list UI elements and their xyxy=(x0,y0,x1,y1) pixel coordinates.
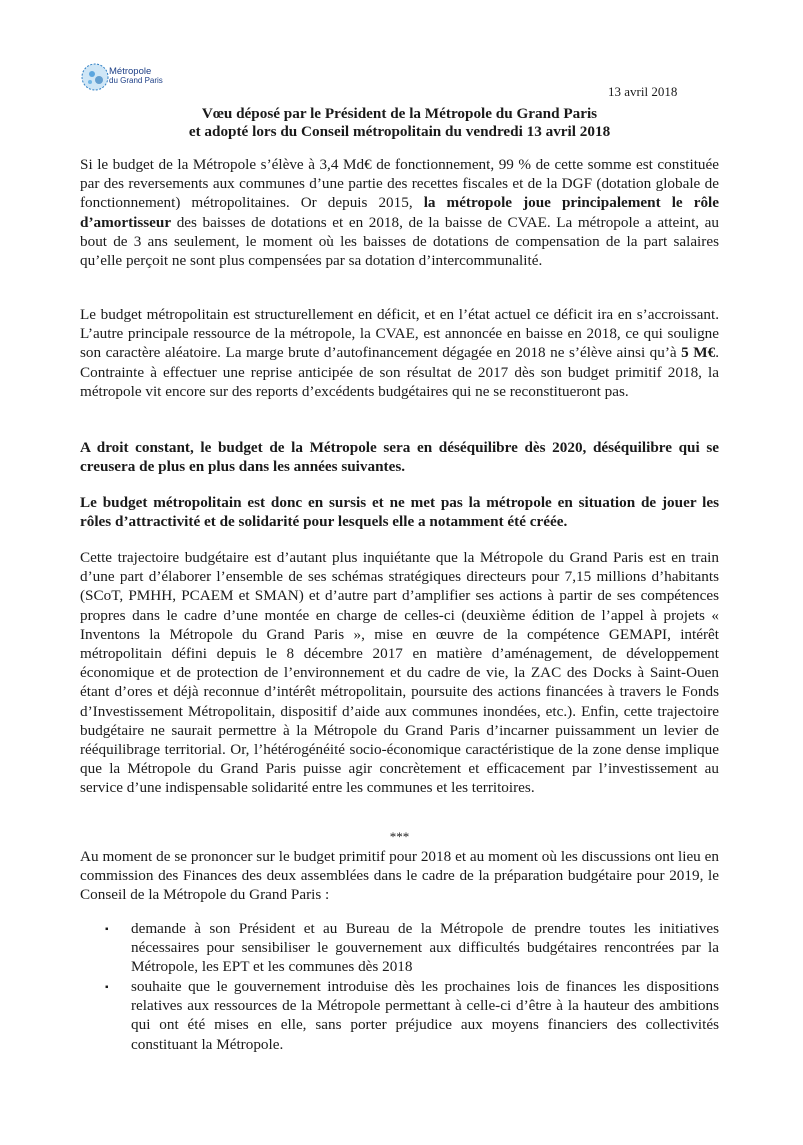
bullet-marker: ▪ xyxy=(105,924,109,935)
metropole-logo xyxy=(80,60,190,94)
title-line-2: et adopté lors du Conseil métropolitain du vendredi 13 avril 2018 xyxy=(188,123,611,140)
bullet-item-2: souhaite que le gouvernement introduise dès les prochaines lois de finances les dispositions relatives aux ressources de la Métropole permettant à celle-ci d’être à la hauteur des ambitions qui ont été mises en elle, sans porter préjudice aux moyens financiers des collectivités constituant la Métropole. xyxy=(131,978,719,1053)
p2-bold-amount: 5 M€ xyxy=(681,344,716,362)
document-date: 13 avril 2018 xyxy=(608,84,678,99)
p1-bold: la métropole joue principalement le rôle d’amortisseur xyxy=(80,194,719,231)
paragraph-6: Au moment de se prononcer sur le budget primitif pour 2018 et au moment où les discussions ont lieu en commission des Finances des deux assemblées dans le cadre de la préparation budgétaire pour 2019, le Conseil de la Métropole du Grand Paris : xyxy=(80,848,719,904)
p1-text-c: des baisses de dotations et en 2018, de la baisse de CVAE. La métropole a atteint, au bout de 3 ans seulement, le moment où les baisses de dotations de compensation de la part salaires qu’elle perçoit ne sont plus compensées par sa dotation d’intercommunalité. xyxy=(80,213,719,270)
p2-text-a: Le budget métropolitain est structurellement en déficit, et en l’état actuel ce déficit ira en s’accroissant. L’autre principale ressource de la métropole, la CVAE, est annoncée en baisse en 2018, ce qui souligne son caractère aléatoire. La marge brute d’autofinancement dégagée en 2018 ne s’élève ainsi qu’à xyxy=(80,306,719,362)
paragraph-3: A droit constant, le budget de la Métropole sera en déséquilibre dès 2020, déséquilibre qui se creusera de plus en plus dans les années suivantes. xyxy=(80,439,719,476)
paragraph-2 xyxy=(80,305,719,401)
logo-line2: du Grand Paris xyxy=(109,76,163,85)
logo-line1: Métropole xyxy=(109,66,152,77)
paragraph-4: Le budget métropolitain est donc en sursis et ne met pas la métropole en situation de jouer les rôles d’attractivité et de solidarité pour lesquels elle a notamment été créée. xyxy=(80,494,719,531)
bullet-marker: ▪ xyxy=(105,982,109,993)
paragraph-1 xyxy=(80,155,719,270)
p1-text-a: Si le budget de la Métropole s’élève à 3,4 Md€ de fonctionnement, 99 % de cette somme est constituée par des reversements aux communes d’une partie des recettes fiscales et de la DGF (dotation globale de fonctionnement) métropolitaines. Or depuis 2015, xyxy=(80,156,719,212)
section-separator: *** xyxy=(389,829,410,844)
paragraph-5: Cette trajectoire budgétaire est d’autant plus inquiétante que la Métropole du Grand Paris est en train d’une part d’élaborer l’ensemble de ses schémas stratégiques directeurs pour 7,15 millions d’habitants (SCoT, PMHH, PCAEM et SMAN) et d’autre part d’amplifier ses actions à partir de ses compétences propres dans le cadre d’une montée en charge de celles-ci (deuxième édition de l’appel à projets « Inventons la Métropole du Grand Paris », mise en œuvre de la compétence GEMAPI, intérêt métropolitain défini depuis le 8 décembre 2017 en matière d’aménagement, de développement économique et de protection de l’environnement et du cadre de vie, la ZAC des Docks à Saint-Ouen étant d’ores et déjà reconnue d’intérêt métropolitain, poursuite des actions financées à travers le Fonds d’Investissement Métropolitain, dispositif d’aide aux communes inondées, etc.). Enfin, cette trajectoire budgétaire ne saurait permettre à la Métropole du Grand Paris d’incarner puissamment un levier de rééquilibrage territorial. Or, l’hétérogénéité socio-économique caractéristique de la zone dense implique que la Métropole du Grand Paris puisse agir concrètement et efficacement par l’investissement au service d’une indispensable solidarité entre les communes et les territoires. xyxy=(80,549,719,797)
title-line-1: Vœu déposé par le Président de la Métropole du Grand Paris xyxy=(201,105,598,122)
bullet-item-1: demande à son Président et au Bureau de la Métropole de prendre toutes les initiatives nécessaires pour sensibiliser le gouvernement aux difficultés budgétaires rencontrées par la Métropole, les EPT et les communes dès 2018 xyxy=(131,920,719,976)
logo-globe-icon xyxy=(80,60,110,94)
p2-text-c: . Contrainte à effectuer une reprise anticipée de son résultat de 2017 dès son budget primitif 2018, la métropole vit encore sur des reports d’excédents budgétaires qui ne se reconstitueront pas. xyxy=(80,344,719,400)
